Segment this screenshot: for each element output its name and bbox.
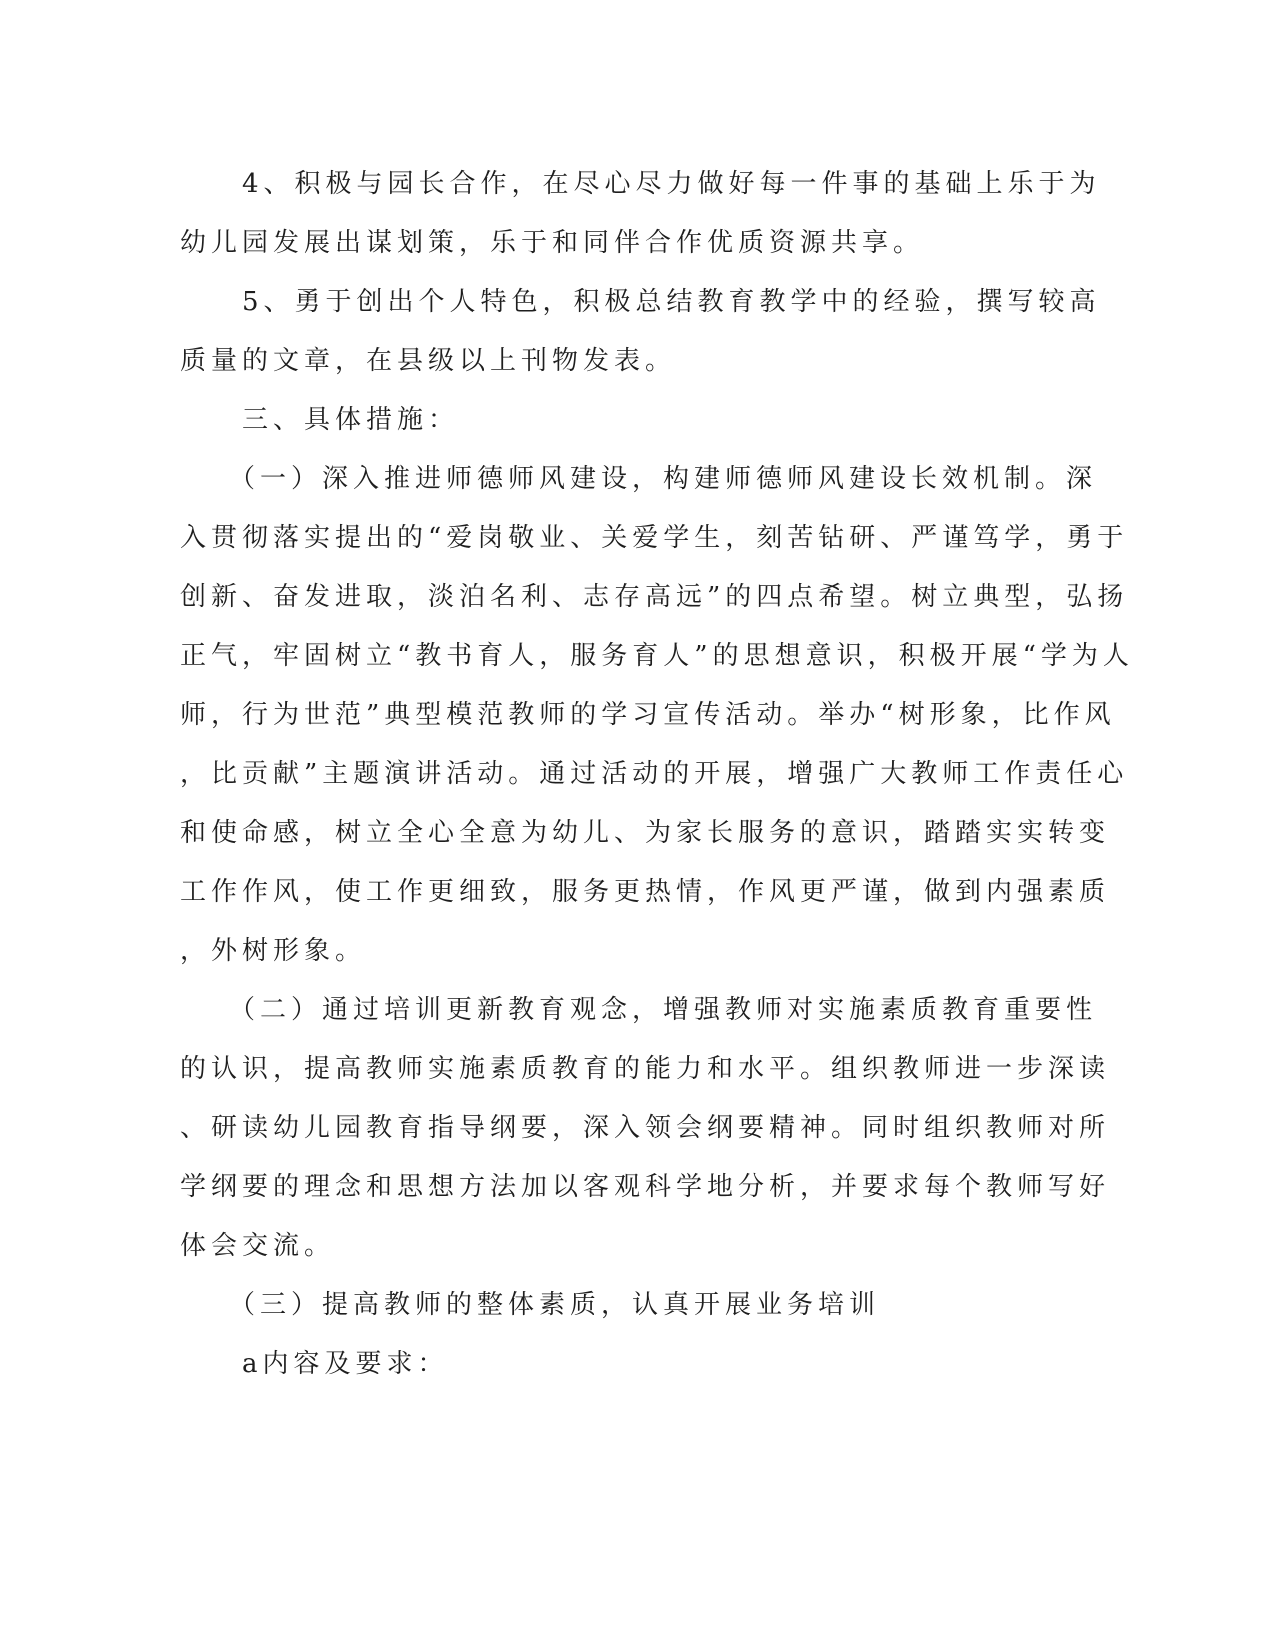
text-line: 、研读幼儿园教育指导纲要，深入领会纲要精神。同时组织教师对所 (180, 1113, 1111, 1143)
document-body (180, 155, 1134, 1394)
text-line: 质量的文章，在县级以上刊物发表。 (180, 346, 677, 376)
text-line: 学纲要的理念和思想方法加以客观科学地分析，并要求每个教师写好 (180, 1172, 1111, 1202)
text-line: 幼儿园发展出谋划策，乐于和同伴合作优质资源共享。 (180, 228, 925, 258)
text-line: 5、勇于创出个人特色，积极总结教育教学中的经验，撰写较高 (180, 287, 1101, 317)
text-line: a内容及要求： (180, 1349, 449, 1379)
text-line: （二）通过培训更新教育观念，增强教师对实施素质教育重要性 (180, 995, 1098, 1025)
paragraph-measure-1 (180, 450, 1134, 981)
paragraph-measure-2 (180, 981, 1111, 1276)
text-line: 工作作风，使工作更细致，服务更热情，作风更严谨，做到内强素质 (180, 877, 1111, 907)
text-line: （三）提高教师的整体素质，认真开展业务培训 (180, 1290, 881, 1320)
text-line: 4、积极与园长合作，在尽心尽力做好每一件事的基础上乐于为 (180, 169, 1101, 199)
text-line: 的认识，提高教师实施素质教育的能力和水平。组织教师进一步深读 (180, 1054, 1111, 1084)
text-line: 和使命感，树立全心全意为幼儿、为家长服务的意识，踏踏实实转变 (180, 818, 1111, 848)
text-line: 体会交流。 (180, 1231, 336, 1261)
text-line: 师，行为世范”典型模范教师的学习宣传活动。举办“树形象，比作风 (180, 700, 1116, 730)
text-line: （一）深入推进师德师风建设，构建师德师风建设长效机制。深 (180, 464, 1098, 494)
text-line: 正气，牢固树立“教书育人，服务育人”的思想意识，积极开展“学为人 (180, 641, 1134, 671)
text-line: 入贯彻落实提出的“爱岗敬业、关爱学生，刻苦钻研、严谨笃学，勇于 (180, 523, 1129, 553)
paragraph-item-4 (180, 155, 1101, 273)
paragraph-item-5 (180, 273, 1101, 391)
text-line: ，比贡献”主题演讲活动。通过活动的开展，增强广大教师工作责任心 (180, 759, 1129, 789)
section-heading (180, 391, 1030, 450)
text-line: ，外树形象。 (180, 936, 367, 966)
heading-line: 三、具体措施： (180, 405, 460, 435)
paragraph-measure-3 (180, 1276, 1030, 1335)
paragraph-sub-a (180, 1335, 1030, 1394)
text-line: 创新、奋发进取，淡泊名利、志存高远”的四点希望。树立典型，弘扬 (180, 582, 1129, 612)
